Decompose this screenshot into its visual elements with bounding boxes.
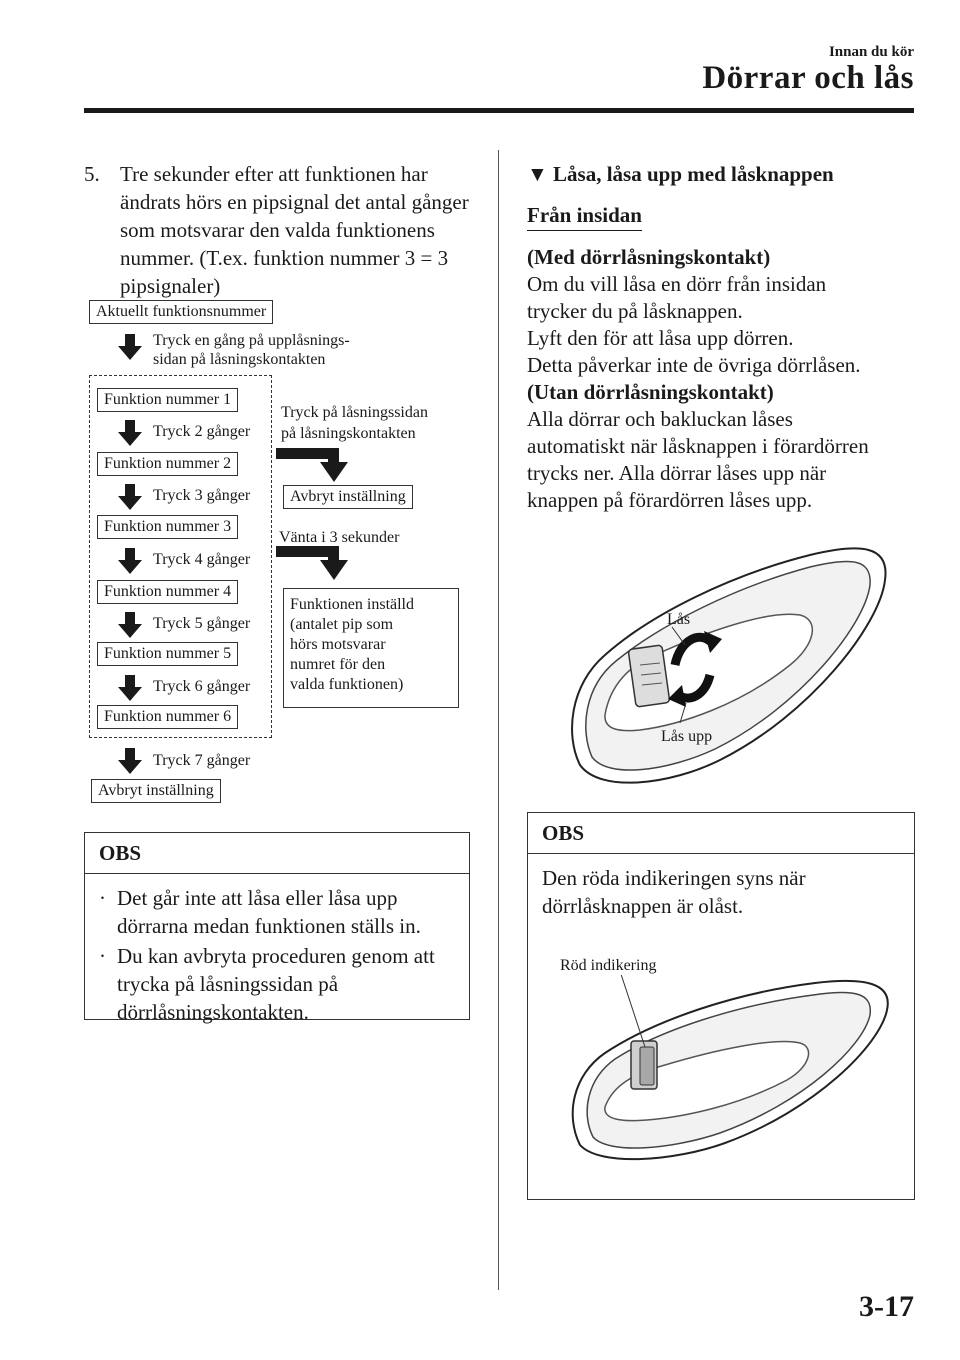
function-box-4: Funktion nummer 4 — [97, 580, 238, 604]
function-set-box — [283, 588, 459, 708]
section-heading — [527, 162, 834, 187]
lock-side-label-1: Tryck på låsningssidan — [281, 404, 428, 421]
body-line: automatiskt när låsknappen i förardörren — [527, 434, 869, 458]
obs-item: · Det går inte att låsa eller låsa upp dörrarna medan funktionen ställs in. — [99, 886, 421, 938]
function-box-2: Funktion nummer 2 — [97, 452, 238, 476]
arrow-down-icon — [118, 334, 142, 360]
press-once-label-1: Tryck en gång på upplåsnings- — [153, 332, 350, 349]
body-line: Lyft den för att låsa upp dörren. — [527, 326, 794, 350]
obs-text-line: Den röda indikeringen syns när — [542, 866, 806, 890]
arrow-right-down-icon — [276, 448, 348, 482]
obs-note-left — [84, 832, 470, 1024]
body-line: Detta påverkar inte de övriga dörrlåsen. — [527, 353, 861, 377]
obs-list — [85, 874, 469, 1040]
function-set-line: valda funktionen) — [290, 676, 404, 693]
page-number: 3-17 — [859, 1290, 914, 1323]
obs-item-text: Det går inte att låsa eller låsa upp dörrarna medan funktionen ställs in. — [117, 886, 421, 938]
function-box-3: Funktion nummer 3 — [97, 515, 238, 539]
wait-label: Vänta i 3 sekunder — [279, 529, 400, 546]
obs-title: OBS — [528, 813, 914, 854]
step-number: 5. — [84, 162, 100, 186]
page-title: Dörrar och lås — [702, 60, 914, 96]
red-indicator-label: Röd indikering — [560, 957, 657, 974]
cancel-box-right: Avbryt inställning — [283, 485, 413, 509]
press-label-7: Tryck 7 gånger — [153, 752, 251, 769]
function-box-6: Funktion nummer 6 — [97, 705, 238, 729]
door-handle-figure-2 — [565, 975, 900, 1165]
cancel-box-bottom: Avbryt inställning — [91, 779, 221, 803]
body-line: Alla dörrar och bakluckan låses — [527, 407, 793, 431]
subheading: Från insidan — [527, 203, 642, 231]
obs-item-text: Du kan avbryta proceduren genom att trycka på låsningssidan på dörrlåsningskontakten. — [117, 944, 435, 1024]
function-box-5: Funktion nummer 5 — [97, 642, 238, 666]
obs-item: · Du kan avbryta proceduren genom att trycka på låsningssidan på dörrlåsningskontakten. — [99, 944, 435, 1024]
obs-title: OBS — [85, 833, 469, 874]
step-text: Tre sekunder efter att funktionen har ändrats hörs en pipsignal det antal gånger som motsvarar den valda funktionens nummer. (T.ex. funktion nummer 3 = 3 pipsignaler) — [120, 162, 469, 298]
with-switch-heading: (Med dörrlåsningskontakt) — [527, 245, 771, 269]
without-switch-heading: (Utan dörrlåsningskontakt) — [527, 380, 774, 404]
function-set-line: numret för den — [290, 656, 386, 673]
lock-label: Lås — [667, 611, 691, 628]
lock-side-label-2: på låsningskontakten — [281, 425, 416, 442]
body-text — [527, 244, 907, 514]
arrow-right-down-icon — [276, 546, 348, 580]
door-handle-figure — [560, 535, 905, 795]
unlock-label: Lås upp — [661, 728, 713, 745]
press-once-label-2: sidan på låsningskontakten — [153, 351, 326, 368]
obs-text-line: dörrlåsknappen är olåst. — [542, 894, 744, 918]
press-label-2: Tryck 2 gånger — [153, 423, 251, 440]
function-set-line: Funktionen inställd — [290, 596, 414, 613]
triangle-down-icon: ▼ — [527, 162, 548, 186]
body-line: Om du vill låsa en dörr från insidan — [527, 272, 827, 296]
section-heading-text: Låsa, låsa upp med låsknappen — [553, 162, 834, 186]
arrow-down-icon — [118, 748, 142, 774]
body-line: knappen på förardörren låses upp. — [527, 488, 813, 512]
press-label-4: Tryck 4 gånger — [153, 551, 251, 568]
body-line: trycker du på låsknappen. — [527, 299, 743, 323]
obs-text — [528, 854, 914, 930]
press-label-5: Tryck 5 gånger — [153, 615, 251, 632]
press-label-3: Tryck 3 gånger — [153, 487, 251, 504]
function-box-1: Funktion nummer 1 — [97, 388, 238, 412]
press-label-6: Tryck 6 gånger — [153, 678, 251, 695]
current-function-box: Aktuellt funktionsnummer — [89, 300, 273, 324]
body-line: trycks ner. Alla dörrar låses upp när — [527, 461, 827, 485]
function-set-line: (antalet pip som — [290, 616, 394, 633]
function-set-line: hörs motsvarar — [290, 636, 386, 653]
section-label: Innan du kör — [828, 44, 914, 60]
